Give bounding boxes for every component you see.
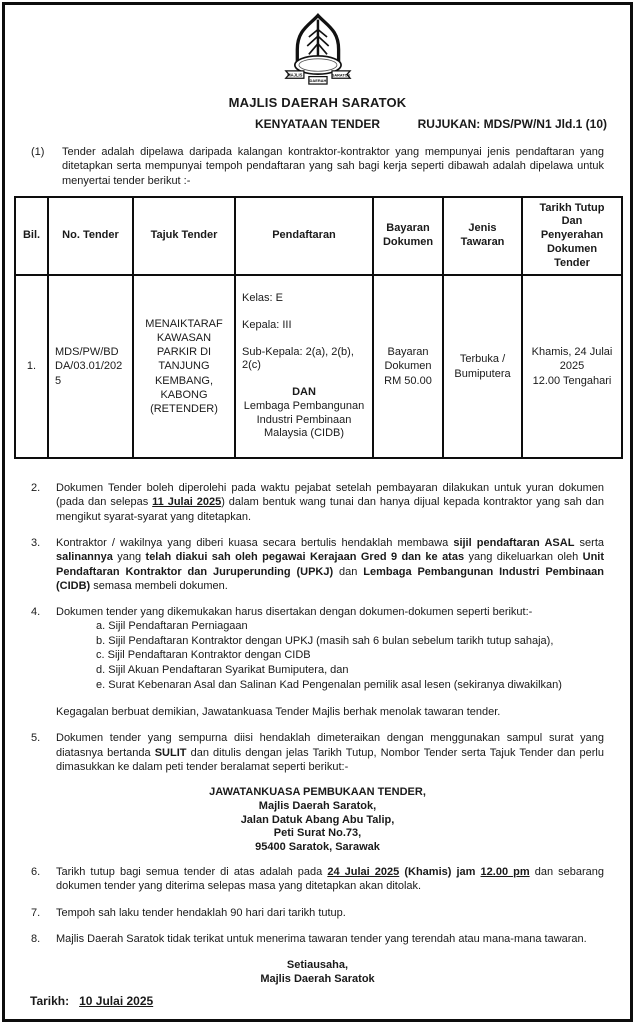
banner-text-daerah: DAERAH bbox=[309, 78, 326, 84]
paragraph-7 bbox=[31, 906, 604, 920]
cell-pendaftaran bbox=[235, 275, 373, 458]
checklist-item-a: a. Sijil Pendaftaran Perniagaan bbox=[96, 620, 248, 633]
paragraph-4-text: Dokumen tender yang dikemukakan harus disertakan dengan dokumen-dokumen seperti berikut:- bbox=[56, 606, 533, 619]
table-header-jenis-tawaran: Jenis Tawaran bbox=[443, 197, 522, 275]
pendaftaran-conjunction: DAN bbox=[292, 386, 316, 399]
table-header-bil: Bil. bbox=[15, 197, 48, 275]
tender-box-address bbox=[14, 786, 621, 855]
cell-tajuk-tender: MENAIKTARAF KAWASAN PARKIR DI TANJUNG KEMBANG, KABONG (RETENDER) bbox=[133, 275, 235, 458]
paragraph-6-number: 6. bbox=[31, 865, 41, 878]
paragraph-5 bbox=[31, 731, 604, 774]
reference-number: RUJUKAN: MDS/PW/N1 Jld.1 (10) bbox=[417, 117, 607, 132]
masthead bbox=[14, 13, 621, 133]
pendaftaran-kepala: Kepala: III bbox=[242, 318, 292, 331]
checklist-item-e: e. Surat Kebenaran Asal dan Salinan Kad Pengenalan pemilik asal lesen (sekiranya diwakilkan) bbox=[96, 678, 562, 691]
paragraph-2 bbox=[31, 481, 604, 524]
table-header-no-tender: No. Tender bbox=[48, 197, 133, 275]
pendaftaran-body-name: Lembaga Pembangunan Industri Pembinaan Malaysia (CIDB) bbox=[243, 399, 365, 440]
paragraph-8 bbox=[31, 932, 604, 946]
signoff-org: Majlis Daerah Saratok bbox=[260, 973, 375, 986]
paragraph-8-text: Majlis Daerah Saratok tidak terikat untuk menerima tawaran tender yang terendah atau mana-mana tawaran. bbox=[56, 932, 587, 945]
paragraph-4-note: Kegagalan berbuat demikian, Jawatankuasa Tender Majlis berhak menolak tawaran tender. bbox=[56, 706, 501, 719]
paragraph-3 bbox=[31, 536, 604, 593]
banner-text-majlis: MAJLIS bbox=[286, 72, 302, 78]
address-line-3: Jalan Datuk Abang Abu Talip, bbox=[240, 813, 395, 826]
address-line-1: JAWATANKUASA PEMBUKAAN TENDER, bbox=[209, 786, 426, 799]
footer-date-label: Tarikh: bbox=[30, 994, 70, 1009]
cell-bil: 1. bbox=[15, 275, 48, 458]
address-line-4: Peti Surat No.73, bbox=[273, 827, 362, 840]
paragraph-8-number: 8. bbox=[31, 932, 41, 945]
table-header-row bbox=[15, 197, 622, 275]
tarikh-line-1: Khamis, 24 Julai 2025 bbox=[531, 346, 613, 373]
org-name: MAJLIS DAERAH SARATOK bbox=[228, 95, 407, 111]
document-title: KENYATAAN TENDER bbox=[254, 117, 381, 132]
address-line-2: Majlis Daerah Saratok, bbox=[258, 799, 377, 812]
banner-text-saratok: SARATOK bbox=[331, 73, 350, 78]
signoff-block bbox=[14, 958, 621, 986]
paragraph-1-number: (1) bbox=[31, 146, 45, 159]
title-row bbox=[14, 117, 621, 133]
paragraph-5-number: 5. bbox=[31, 732, 41, 745]
paragraph-5-text: Dokumen tender yang sempurna diisi hendaklah dimeteraikan dengan menggunakan sampul surat yang diatasnya bertanda SULIT dan ditulis dengan jelas Tarikh Tutup, Nombor Tender serta Tajuk Tender dan perlu dimasukkan ke dalam peti tender beralamat seperti berikut:- bbox=[56, 732, 604, 773]
paragraph-1 bbox=[31, 145, 604, 188]
paragraph-1-text: Tender adalah dipelawa daripada kalangan kontraktor-kontraktor yang mempunyai jenis pendaftaran yang ditetapkan serta mempunyai tempoh pendaftaran yang sah bagi kerja seperti dibawah adalah dipelawa untuk menyertai tender berikut :- bbox=[62, 146, 604, 187]
footer-date-row bbox=[30, 994, 621, 1010]
paragraph-3-number: 3. bbox=[31, 536, 41, 549]
address-line-5: 95400 Saratok, Sarawak bbox=[255, 841, 380, 854]
council-crest-logo bbox=[275, 13, 361, 89]
cell-bayaran-dokumen: Bayaran Dokumen RM 50.00 bbox=[373, 275, 443, 458]
paragraph-2-text: Dokumen Tender boleh diperolehi pada waktu pejabat setelah pembayaran dilakukan untuk yuran dokumen (pada dan selepas 11 Julai 2025) dalam bentuk wang tunai dan hanya dijual kepada kontraktor yang sah dan mengikut syarat-syarat yang ditetapkan. bbox=[56, 482, 604, 523]
table-header-tajuk-tender: Tajuk Tender bbox=[133, 197, 235, 275]
table-row bbox=[15, 275, 622, 458]
paragraph-3-text: Kontraktor / wakilnya yang diberi kuasa secara bertulis hendaklah membawa sijil pendaftaran ASAL serta salinannya yang telah diakui sah oleh pegawai Kerajaan Gred 9 dan ke atas yang dikeluarkan oleh Unit Pendaftaran Kontraktor dan Juruperunding (UPKJ) dan Lembaga Pembangunan Industri Pembinaan (CIDB) semasa membeli dokumen. bbox=[56, 536, 605, 592]
paragraph-6-text: Tarikh tutup bagi semua tender di atas adalah pada 24 Julai 2025 (Khamis) jam 12.00 pm dan sebarang dokumen tender yang diterima selepas masa yang ditetapkan akan ditolak. bbox=[56, 865, 605, 893]
checklist-item-b: b. Sijil Pendaftaran Kontraktor dengan UPKJ (masih sah 6 bulan sebelum tarikh tutup sahaja), bbox=[96, 634, 554, 647]
footer-date-value: 10 Julai 2025 bbox=[79, 994, 154, 1009]
cell-jenis-tawaran: Terbuka / Bumiputera bbox=[443, 275, 522, 458]
paragraph-7-text: Tempoh sah laku tender hendaklah 90 hari dari tarikh tutup. bbox=[56, 906, 346, 919]
signoff-title: Setiausaha, bbox=[286, 959, 349, 972]
paragraph-2-number: 2. bbox=[31, 482, 41, 495]
table-header-pendaftaran: Pendaftaran bbox=[235, 197, 373, 275]
checklist-item-d: d. Sijil Akuan Pendaftaran Syarikat Bumiputera, dan bbox=[96, 664, 349, 676]
page-border-frame bbox=[2, 2, 633, 1022]
pendaftaran-kelas: Kelas: E bbox=[242, 292, 283, 305]
tender-table bbox=[14, 196, 623, 459]
document-checklist bbox=[96, 619, 604, 692]
checklist-item-c: c. Sijil Pendaftaran Kontraktor dengan CIDB bbox=[96, 649, 311, 662]
cell-no-tender: MDS/PW/BDDA/03.01/2025 bbox=[48, 275, 133, 458]
paragraph-7-number: 7. bbox=[31, 906, 41, 919]
paragraph-6 bbox=[31, 865, 604, 894]
table-header-tarikh-tutup: Tarikh Tutup Dan Penyerahan Dokumen Tender bbox=[522, 197, 622, 275]
cell-tarikh-tutup bbox=[522, 275, 622, 458]
paragraph-4-number: 4. bbox=[31, 606, 41, 619]
tarikh-line-2: 12.00 Tengahari bbox=[532, 374, 612, 387]
table-header-bayaran-dokumen: Bayaran Dokumen bbox=[373, 197, 443, 275]
pendaftaran-sub-kepala: Sub-Kepala: 2(a), 2(b), 2(c) bbox=[242, 345, 354, 372]
paragraph-4 bbox=[31, 605, 604, 719]
